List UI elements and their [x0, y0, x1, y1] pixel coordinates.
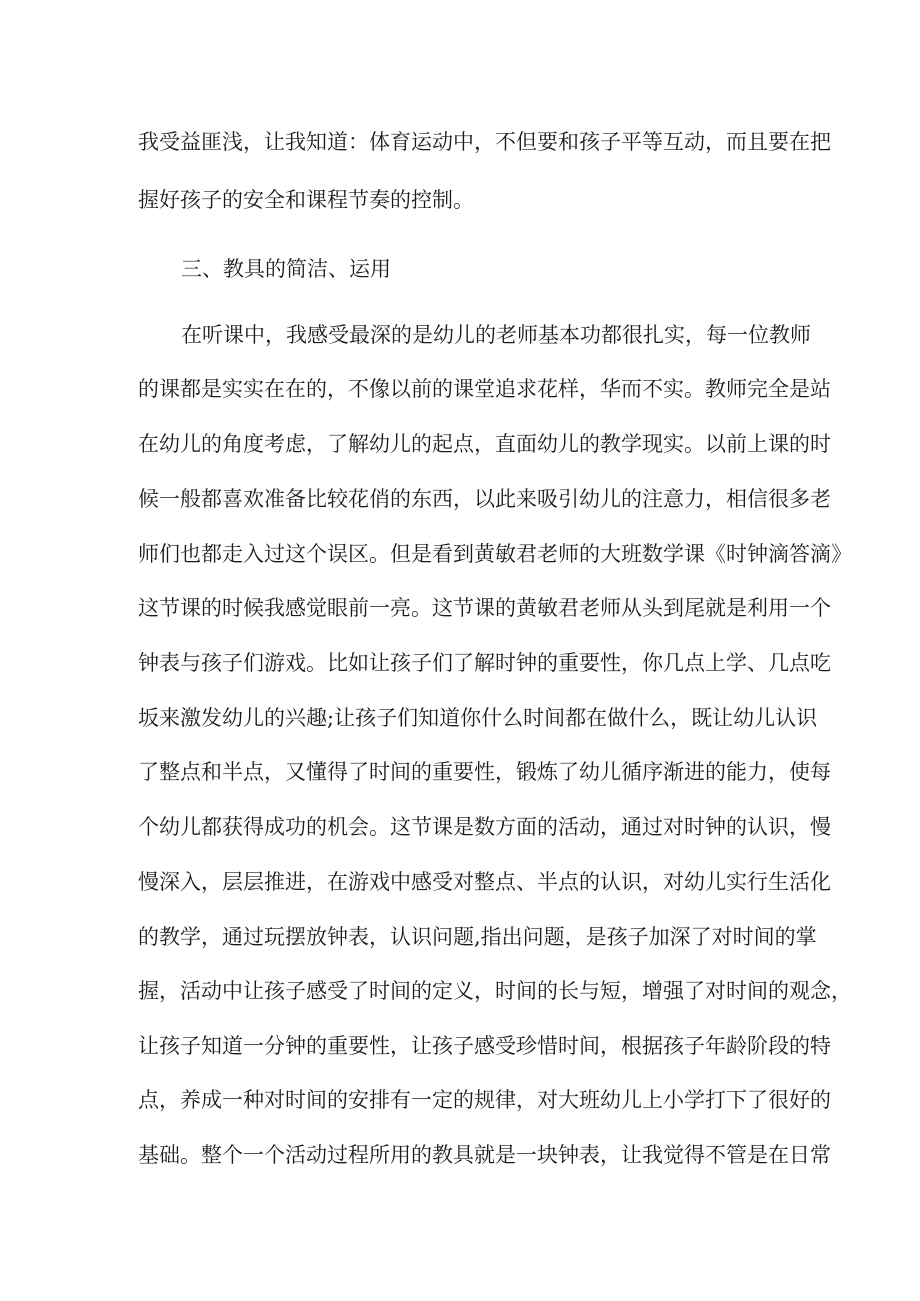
text-line: 的教学，通过玩摆放钟表，认识问题,指出问题，是孩子加深了对时间的掌	[138, 925, 817, 949]
text-line: 的课都是实实在在的，不像以前的课堂追求花样，华而不实。教师完全是站	[138, 377, 831, 401]
text-line: 个幼儿都获得成功的机会。这节课是数方面的活动，通过对时钟的认识，慢	[138, 815, 831, 839]
text-line: 坂来激发幼儿的兴趣;让孩子们知道你什么时间都在做什么，既让幼儿认识	[138, 706, 818, 730]
text-line: 慢深入，层层推进，在游戏中感受对整点、半点的认识，对幼儿实行生活化	[138, 870, 831, 894]
text-line: 基础。整个一个活动过程所用的教具就是一块钟表，让我觉得不管是在日常	[138, 1143, 831, 1167]
text-line: 点，养成一种对时间的安排有一定的规律，对大班幼儿上小学打下了很好的	[138, 1088, 831, 1112]
text-line: 师们也都走入过这个误区。但是看到黄敏君老师的大班数学课《时钟滴答滴》	[138, 542, 852, 566]
text-line: 握，活动中让孩子感受了时间的定义，时间的长与短，增强了对时间的观念，	[138, 979, 852, 1003]
text-line: 候一般都喜欢准备比较花俏的东西，以此来吸引幼儿的注意力，相信很多老	[138, 487, 831, 511]
text-line: 握好孩子的安全和课程节奏的控制。	[138, 188, 474, 212]
text-line: 这节课的时候我感觉眼前一亮。这节课的黄敏君老师从头到尾就是利用一个	[138, 596, 831, 620]
text-line: 在听课中，我感受最深的是幼儿的老师基本功都很扎实，每一位教师	[181, 323, 811, 347]
text-line: 在幼儿的角度考虑，了解幼儿的起点，直面幼儿的教学现实。以前上课的时	[138, 432, 831, 456]
text-line: 我受益匪浅，让我知道：体育运动中，不但要和孩子平等互动，而且要在把	[138, 130, 831, 154]
text-line: 让孩子知道一分钟的重要性，让孩子感受珍惜时间，根据孩子年龄阶段的特	[138, 1034, 831, 1058]
section-heading: 三、教具的简洁、运用	[181, 257, 391, 281]
text-line: 钟表与孩子们游戏。比如让孩子们了解时钟的重要性，你几点上学、几点吃	[138, 651, 831, 675]
text-line: 了整点和半点，又懂得了时间的重要性，锻炼了幼儿循序渐进的能力，使每	[138, 760, 831, 784]
